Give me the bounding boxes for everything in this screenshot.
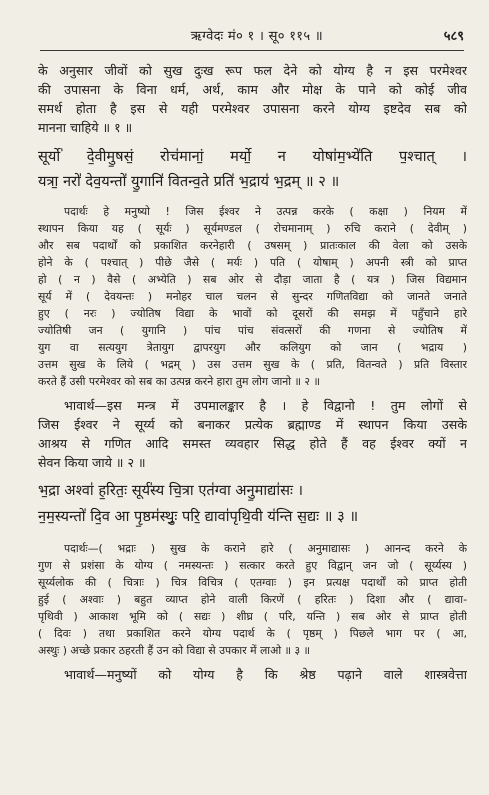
page-number: ५८९ [443,29,464,44]
page-header [40,24,464,51]
text-line-l16: उत्तम सुख के लिये ( भद्रम् ) उस उत्तम सुख के ( प्रति, वितन्वते ) प्रति विस्तार [38,358,467,371]
text-line-l21: सेवन किया जाये ॥ २ ॥ [38,455,146,470]
text-line-l09: और सब पदार्थों को प्रकाशित करनेहारी ( उषसम् ) प्रातःकाल की वेला को उसके [38,239,467,252]
text-line-l08: स्थापन किया यह ( सूर्यः ) सूर्यमण्डल ( रोचमानाम् ) रुचि कराने ( देवीम् ) [38,222,467,235]
text-line-l20: आश्रय से गणित आदि समस्त व्यवहार सिद्ध होते हैं वह ईश्वर क्यों न [38,436,467,451]
text-line-l06: यत्रा॒ नरो॑ देव॒यन्तो॑ यु॒गानि॑ वितन्व॒ते प्रति॑ भ॒द्राय॑ भ॒द्रम् ॥ २ ॥ [38,173,340,190]
text-line-l14: ज्योतिषी जन ( युगानि ) पांच पांच संवत्सरों की गणना से ज्योतिष में [38,324,467,337]
text-line-l26: सूर्य्यलोक की ( चित्राः ) चित्र विचित्र ( एतग्वाः ) इन प्रत्यक्ष पदार्थों को प्राप्त होती [38,576,467,589]
text-line-l22: भ॒द्रा अश्वा॑ ह॒रितः॒ सूर्य॑स्य चि॒त्रा एत॑ग्वा अनु॒माद्या॑सः । [38,482,304,499]
text-line-l25: गुण से प्रशंसा के योग्य ( नमस्यन्तः ) सत्कार करते हुए विद्वान् जन जो ( सूर्य्यस्य ) [38,559,467,572]
text-line-l12: सूर्य में ( देवयन्तः ) मनोहर चाल चलन से सुन्दर गणितविद्या को जानते जनाते [38,290,467,303]
text-line-l27: हुई ( अश्वाः ) बहुत व्याप्त होने वाली किरणें ( हरितः ) दिशा और ( द्यावा- [38,593,467,606]
text-line-l03: समर्थ होता है इस से यही परमेश्वर उपासना करने योग्य इष्टदेव सब को [38,101,467,116]
text-line-l04: मानना चाहिये ॥ १ ॥ [38,120,133,135]
text-line-l13: हुए ( नरः ) ज्योतिष विद्या के भावों को दूसरों की समझ में पहुँचाने हारे [38,307,467,320]
text-line-l29: ( दिवः ) तथा प्रकाशित करने योग्य पदार्थ के ( पृष्ठम् ) पिछले भाग पर ( आ, [38,627,467,640]
text-line-l01: के अनुसार जीवों को सुख दुःख रूप फल देने को योग्य है न इस परमेश्वर [38,63,467,78]
running-title: ऋग्वेदः मं० १ । सू० ११५ ॥ [190,29,323,44]
text-line-l07: पदार्थः हे मनुष्यो ! जिस ईश्वर ने उत्पन्न करके ( कक्षा ) नियम में [64,205,467,218]
text-line-l19: जिस ईश्वर ने सूर्य्य को बनाकर प्रत्येक ब्रह्माण्ड में स्थापन किया उसके [38,417,467,432]
text-line-l15: युग वा सत्ययुग त्रेतायुग द्वापरयुग और कलियुग को जान ( भद्राय ) [38,341,467,354]
text-line-l28: पृथिवी ) आकाश भूमि को ( सद्यः ) शीघ्र ( परि, यन्ति ) सब ओर से प्राप्त होती [38,610,467,623]
text-line-l17: करते हैं उसी परमेश्वर को सब का उत्पन्न करने हारा तुम लोग जानो ॥ २ ॥ [38,375,320,388]
text-line-l30: अस्थुः ) अच्छे प्रकार ठहरती हैं उन को विद्या से उपकार में लाओ ॥ ३ ॥ [38,644,310,657]
text-line-l23: न॒म॒स्यन्तो॑ दि॒व आ पृ॒ष्ठम॑स्थुः॒ परि॒ द्यावा॑पृथि॒वी य॑न्ति स॒द्यः ॥ ३ ॥ [38,508,359,525]
text-line-l05: सूर्यो॑ दे॒वीमु॒षसं॒ रोच॑मानां॒ मर्यो॒ न योषा॑म॒भ्ये॑ति प॒श्चात् । [38,148,467,165]
text-line-l11: हो ( न ) वैसे ( अभ्येति ) सब ओर से दौड़ा जाता है ( यत्र ) जिस विद्यमान [38,273,467,286]
text-line-l18: भावार्थ—इस मन्त्र में उपमालङ्कार है । हे विद्वानो ! तुम लोगों से [64,398,467,413]
text-line-l31: भावार्थ—मनुष्यों को योग्य है कि श्रेष्ठ पढ़ाने वाले शास्त्रवेत्ता [64,667,467,682]
text-line-l24: पदार्थः—( भद्राः ) सुख के कराने हारे ( अनुमाद्यासः ) आनन्द करने के [64,542,467,555]
text-line-l02: की उपासना के विना धर्म, अर्थ, काम और मोक्ष के पाने को कोई जीव [38,82,467,97]
text-line-l10: होने के ( पश्चात् ) पीछे जैसे ( मर्यः ) पति ( योषाम् ) अपनी स्त्री को प्राप्त [38,256,467,269]
